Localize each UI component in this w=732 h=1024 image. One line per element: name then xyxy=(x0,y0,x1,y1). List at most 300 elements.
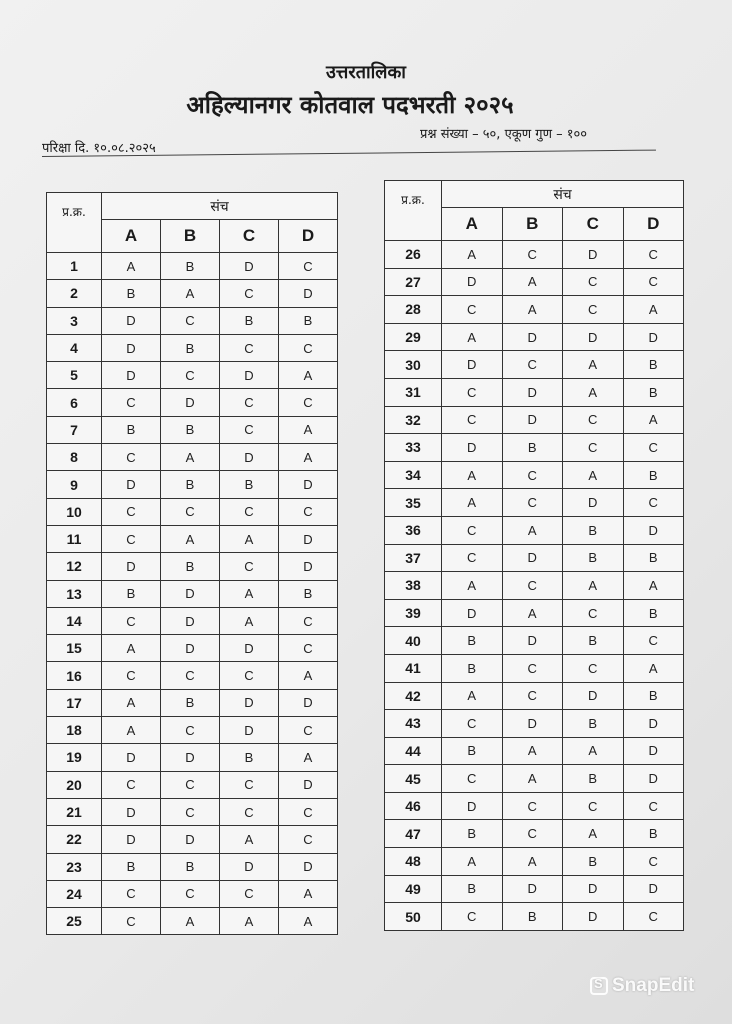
table-row xyxy=(385,848,684,876)
answer-cell: C xyxy=(563,406,624,434)
question-number: 22 xyxy=(47,826,102,853)
answer-cell: D xyxy=(161,744,220,771)
table-row xyxy=(385,489,684,517)
answer-cell: C xyxy=(102,771,161,798)
question-no-header: प्र.क्र. xyxy=(385,181,442,241)
table-row xyxy=(47,471,338,498)
answer-cell: C xyxy=(102,389,161,416)
snapedit-watermark xyxy=(590,975,694,997)
answer-cell: C xyxy=(502,682,563,710)
question-number: 50 xyxy=(385,903,442,931)
answer-cell: D xyxy=(220,853,279,880)
answer-cell: C xyxy=(502,351,563,379)
answer-cell: A xyxy=(563,351,624,379)
answer-table-right xyxy=(384,180,684,931)
answer-cell: B xyxy=(161,553,220,580)
answer-cell: D xyxy=(502,627,563,655)
answer-cell: D xyxy=(102,334,161,361)
exam-info: प्रश्न संख्या – ५०, एकूण गुण – १०० xyxy=(420,127,588,142)
question-number: 16 xyxy=(47,662,102,689)
table-row xyxy=(47,307,338,334)
answer-cell: D xyxy=(102,553,161,580)
answer-cell: C xyxy=(442,903,503,931)
answer-cell: B xyxy=(220,307,279,334)
question-number: 21 xyxy=(47,798,102,825)
table-row xyxy=(385,378,684,406)
answer-cell: B xyxy=(563,765,624,793)
table-row xyxy=(385,820,684,848)
answer-cell: D xyxy=(279,525,338,552)
question-number: 47 xyxy=(385,820,442,848)
table-row xyxy=(47,826,338,853)
answer-cell: A xyxy=(220,908,279,935)
answer-cell: C xyxy=(623,268,684,296)
answer-cell: C xyxy=(220,334,279,361)
answer-cell: A xyxy=(623,406,684,434)
answer-cell: C xyxy=(220,498,279,525)
question-number: 12 xyxy=(47,553,102,580)
answer-cell: A xyxy=(563,737,624,765)
answer-cell: C xyxy=(220,280,279,307)
answer-cell: A xyxy=(102,635,161,662)
question-number: 40 xyxy=(385,627,442,655)
question-number: 4 xyxy=(47,334,102,361)
answer-cell: D xyxy=(102,744,161,771)
answer-cell: D xyxy=(623,737,684,765)
answer-cell: C xyxy=(623,489,684,517)
answer-cell: D xyxy=(442,792,503,820)
question-number: 10 xyxy=(47,498,102,525)
table-row xyxy=(385,406,684,434)
question-number: 18 xyxy=(47,717,102,744)
question-number: 2 xyxy=(47,280,102,307)
answer-cell: A xyxy=(279,362,338,389)
table-row xyxy=(47,553,338,580)
answer-cell: A xyxy=(502,296,563,324)
answer-cell: D xyxy=(279,280,338,307)
answer-cell: D xyxy=(563,682,624,710)
question-number: 25 xyxy=(47,908,102,935)
table-row xyxy=(385,241,684,269)
answer-cell: A xyxy=(442,323,503,351)
answer-cell: C xyxy=(563,654,624,682)
table-row xyxy=(385,434,684,462)
answer-cell: A xyxy=(563,820,624,848)
question-number: 13 xyxy=(47,580,102,607)
answer-cell: C xyxy=(220,662,279,689)
question-number: 5 xyxy=(47,362,102,389)
answer-cell: C xyxy=(220,416,279,443)
answer-cell: C xyxy=(102,444,161,471)
answer-cell: D xyxy=(623,323,684,351)
table-row xyxy=(47,362,338,389)
answer-cell: A xyxy=(279,744,338,771)
answer-cell: B xyxy=(623,378,684,406)
answer-cell: C xyxy=(502,461,563,489)
answer-cell: C xyxy=(279,334,338,361)
answer-cell: C xyxy=(161,307,220,334)
table-row xyxy=(47,389,338,416)
answer-cell: C xyxy=(502,654,563,682)
table-row xyxy=(385,875,684,903)
answer-cell: B xyxy=(623,461,684,489)
question-number: 31 xyxy=(385,378,442,406)
sheet-title: अहिल्यानगर कोतवाल पदभरती २०२५ xyxy=(186,90,514,119)
question-no-header: प्र.क्र. xyxy=(47,193,102,253)
table-row xyxy=(385,351,684,379)
answer-cell: C xyxy=(279,607,338,634)
answer-cell: C xyxy=(623,903,684,931)
table-row xyxy=(385,516,684,544)
answer-cell: D xyxy=(102,471,161,498)
answer-cell: D xyxy=(220,635,279,662)
answer-cell: A xyxy=(442,682,503,710)
answer-cell: C xyxy=(102,498,161,525)
answer-cell: D xyxy=(161,580,220,607)
answer-cell: C xyxy=(279,717,338,744)
question-number: 17 xyxy=(47,689,102,716)
answer-cell: D xyxy=(220,444,279,471)
answer-cell: A xyxy=(279,416,338,443)
table-row xyxy=(385,627,684,655)
answer-cell: C xyxy=(502,792,563,820)
answer-cell: D xyxy=(563,241,624,269)
answer-cell: B xyxy=(161,334,220,361)
question-number: 20 xyxy=(47,771,102,798)
answer-cell: C xyxy=(279,498,338,525)
answer-cell: B xyxy=(623,682,684,710)
answer-cell: B xyxy=(442,875,503,903)
question-number: 3 xyxy=(47,307,102,334)
answer-rows-right xyxy=(385,241,684,931)
answer-cell: A xyxy=(220,607,279,634)
answer-cell: A xyxy=(279,444,338,471)
table-row xyxy=(385,682,684,710)
set-label: B xyxy=(502,208,563,241)
question-number: 11 xyxy=(47,525,102,552)
answer-cell: A xyxy=(220,525,279,552)
answer-cell: D xyxy=(563,875,624,903)
answer-cell: A xyxy=(563,378,624,406)
answer-cell: B xyxy=(442,654,503,682)
answer-cell: D xyxy=(102,307,161,334)
answer-cell: C xyxy=(220,553,279,580)
answer-cell: C xyxy=(442,296,503,324)
question-number: 41 xyxy=(385,654,442,682)
answer-cell: A xyxy=(220,580,279,607)
answer-cell: D xyxy=(279,471,338,498)
question-number: 44 xyxy=(385,737,442,765)
answer-cell: D xyxy=(161,635,220,662)
answer-cell: D xyxy=(279,853,338,880)
answer-cell: D xyxy=(220,253,279,280)
answer-cell: C xyxy=(161,717,220,744)
answer-cell: D xyxy=(279,771,338,798)
table-row xyxy=(385,599,684,627)
answer-cell: A xyxy=(279,880,338,907)
set-label: C xyxy=(220,220,279,253)
question-number: 45 xyxy=(385,765,442,793)
answer-cell: B xyxy=(279,580,338,607)
answer-cell: A xyxy=(161,280,220,307)
question-number: 27 xyxy=(385,268,442,296)
question-number: 43 xyxy=(385,710,442,738)
sheet-subtitle: उत्तरतालिका xyxy=(326,62,406,83)
question-number: 38 xyxy=(385,572,442,600)
answer-cell: B xyxy=(161,471,220,498)
table-row xyxy=(47,717,338,744)
question-number: 34 xyxy=(385,461,442,489)
answer-cell: A xyxy=(502,599,563,627)
answer-cell: A xyxy=(563,461,624,489)
answer-cell: B xyxy=(102,280,161,307)
answer-cell: C xyxy=(563,296,624,324)
answer-cell: A xyxy=(161,444,220,471)
question-number: 24 xyxy=(47,880,102,907)
table-row xyxy=(47,689,338,716)
answer-cell: C xyxy=(102,607,161,634)
answer-cell: A xyxy=(563,572,624,600)
answer-cell: D xyxy=(442,434,503,462)
answer-cell: A xyxy=(442,848,503,876)
table-row xyxy=(47,635,338,662)
set-label: D xyxy=(623,208,684,241)
answer-cell: C xyxy=(442,765,503,793)
answer-cell: D xyxy=(623,516,684,544)
answer-cell: B xyxy=(623,599,684,627)
answer-cell: B xyxy=(161,253,220,280)
table-row xyxy=(385,296,684,324)
table-row xyxy=(47,880,338,907)
table-row xyxy=(47,771,338,798)
answer-cell: C xyxy=(623,792,684,820)
answer-cell: A xyxy=(502,516,563,544)
question-number: 33 xyxy=(385,434,442,462)
answer-cell: C xyxy=(220,880,279,907)
answer-cell: A xyxy=(102,253,161,280)
answer-cell: A xyxy=(502,848,563,876)
answer-cell: A xyxy=(220,826,279,853)
answer-cell: B xyxy=(442,737,503,765)
answer-cell: C xyxy=(102,880,161,907)
answer-cell: C xyxy=(623,241,684,269)
answer-cell: B xyxy=(563,544,624,572)
answer-cell: C xyxy=(102,525,161,552)
question-number: 9 xyxy=(47,471,102,498)
answer-cell: A xyxy=(442,461,503,489)
answer-cell: D xyxy=(220,717,279,744)
answer-cell: A xyxy=(502,765,563,793)
answer-cell: C xyxy=(279,389,338,416)
answer-cell: D xyxy=(220,362,279,389)
answer-cell: B xyxy=(220,744,279,771)
answer-cell: D xyxy=(563,903,624,931)
table-row xyxy=(47,853,338,880)
answer-cell: C xyxy=(102,662,161,689)
answer-table-left xyxy=(46,192,338,935)
table-row xyxy=(47,607,338,634)
answer-cell: C xyxy=(442,406,503,434)
answer-cell: B xyxy=(220,471,279,498)
question-number: 48 xyxy=(385,848,442,876)
table-row xyxy=(385,268,684,296)
answer-cell: C xyxy=(279,798,338,825)
answer-cell: B xyxy=(102,580,161,607)
answer-cell: C xyxy=(623,627,684,655)
answer-cell: D xyxy=(502,406,563,434)
answer-cell: B xyxy=(161,689,220,716)
set-label: C xyxy=(563,208,624,241)
answer-cell: D xyxy=(502,710,563,738)
answer-cell: D xyxy=(279,689,338,716)
answer-cell: A xyxy=(279,908,338,935)
answer-cell: B xyxy=(563,516,624,544)
answer-cell: D xyxy=(502,875,563,903)
answer-cell: C xyxy=(161,798,220,825)
table-row xyxy=(47,280,338,307)
answer-cell: B xyxy=(502,903,563,931)
table-row xyxy=(385,792,684,820)
question-number: 35 xyxy=(385,489,442,517)
set-header: संच xyxy=(442,181,684,208)
answer-cell: D xyxy=(623,710,684,738)
answer-cell: D xyxy=(279,553,338,580)
table-row xyxy=(385,710,684,738)
answer-cell: B xyxy=(563,710,624,738)
answer-cell: C xyxy=(623,848,684,876)
answer-cell: C xyxy=(442,516,503,544)
answer-cell: C xyxy=(220,389,279,416)
answer-cell: B xyxy=(161,853,220,880)
question-number: 30 xyxy=(385,351,442,379)
question-number: 37 xyxy=(385,544,442,572)
table-row xyxy=(385,572,684,600)
set-header: संच xyxy=(102,193,338,220)
set-label: D xyxy=(279,220,338,253)
answer-cell: A xyxy=(502,268,563,296)
answer-cell: A xyxy=(623,572,684,600)
answer-cell: C xyxy=(279,253,338,280)
answer-cell: C xyxy=(161,498,220,525)
answer-cell: C xyxy=(623,434,684,462)
answer-cell: D xyxy=(502,544,563,572)
answer-cell: C xyxy=(563,599,624,627)
question-number: 29 xyxy=(385,323,442,351)
answer-cell: D xyxy=(161,826,220,853)
answer-cell: D xyxy=(102,362,161,389)
set-label: B xyxy=(161,220,220,253)
question-number: 23 xyxy=(47,853,102,880)
table-row xyxy=(385,323,684,351)
set-label: A xyxy=(442,208,503,241)
answer-cell: C xyxy=(502,572,563,600)
answer-cell: D xyxy=(502,323,563,351)
table-row xyxy=(47,580,338,607)
answer-cell: D xyxy=(442,268,503,296)
table-row xyxy=(385,765,684,793)
snapedit-logo-icon xyxy=(590,977,608,995)
answer-cell: B xyxy=(102,853,161,880)
answer-cell: D xyxy=(563,323,624,351)
question-number: 1 xyxy=(47,253,102,280)
answer-rows-left xyxy=(47,253,338,935)
question-number: 7 xyxy=(47,416,102,443)
answer-cell: C xyxy=(563,792,624,820)
answer-cell: B xyxy=(279,307,338,334)
question-number: 6 xyxy=(47,389,102,416)
answer-cell: B xyxy=(563,627,624,655)
question-number: 49 xyxy=(385,875,442,903)
watermark-text: SnapEdit xyxy=(612,975,695,996)
answer-cell: C xyxy=(442,544,503,572)
answer-cell: B xyxy=(623,351,684,379)
answer-cell: C xyxy=(279,635,338,662)
table-row xyxy=(47,908,338,935)
answer-cell: C xyxy=(442,378,503,406)
answer-cell: A xyxy=(102,717,161,744)
answer-cell: A xyxy=(279,662,338,689)
table-row xyxy=(385,903,684,931)
answer-cell: C xyxy=(502,489,563,517)
table-row xyxy=(385,737,684,765)
table-row xyxy=(47,334,338,361)
answer-cell: C xyxy=(563,268,624,296)
answer-cell: B xyxy=(442,820,503,848)
table-row xyxy=(47,416,338,443)
answer-cell: D xyxy=(442,351,503,379)
answer-cell: A xyxy=(502,737,563,765)
answer-cell: C xyxy=(502,820,563,848)
answer-cell: C xyxy=(220,771,279,798)
question-number: 15 xyxy=(47,635,102,662)
answer-cell: D xyxy=(102,826,161,853)
answer-cell: B xyxy=(102,416,161,443)
answer-cell: C xyxy=(161,771,220,798)
answer-cell: A xyxy=(102,689,161,716)
answer-cell: B xyxy=(623,544,684,572)
table-row xyxy=(47,253,338,280)
question-number: 42 xyxy=(385,682,442,710)
answer-cell: C xyxy=(161,362,220,389)
table-row xyxy=(47,444,338,471)
answer-cell: D xyxy=(102,798,161,825)
answer-cell: B xyxy=(623,820,684,848)
answer-cell: C xyxy=(220,798,279,825)
question-number: 14 xyxy=(47,607,102,634)
table-row xyxy=(47,525,338,552)
answer-cell: C xyxy=(102,908,161,935)
table-row xyxy=(47,662,338,689)
answer-cell: D xyxy=(502,378,563,406)
question-number: 39 xyxy=(385,599,442,627)
answer-cell: C xyxy=(563,434,624,462)
answer-cell: B xyxy=(502,434,563,462)
table-row xyxy=(385,654,684,682)
question-number: 8 xyxy=(47,444,102,471)
question-number: 19 xyxy=(47,744,102,771)
answer-cell: D xyxy=(161,607,220,634)
table-row xyxy=(47,744,338,771)
question-number: 32 xyxy=(385,406,442,434)
answer-cell: B xyxy=(161,416,220,443)
answer-cell: A xyxy=(161,525,220,552)
question-number: 46 xyxy=(385,792,442,820)
answer-cell: C xyxy=(502,241,563,269)
set-label: A xyxy=(102,220,161,253)
answer-cell: C xyxy=(442,710,503,738)
answer-cell: A xyxy=(442,489,503,517)
answer-cell: D xyxy=(442,599,503,627)
